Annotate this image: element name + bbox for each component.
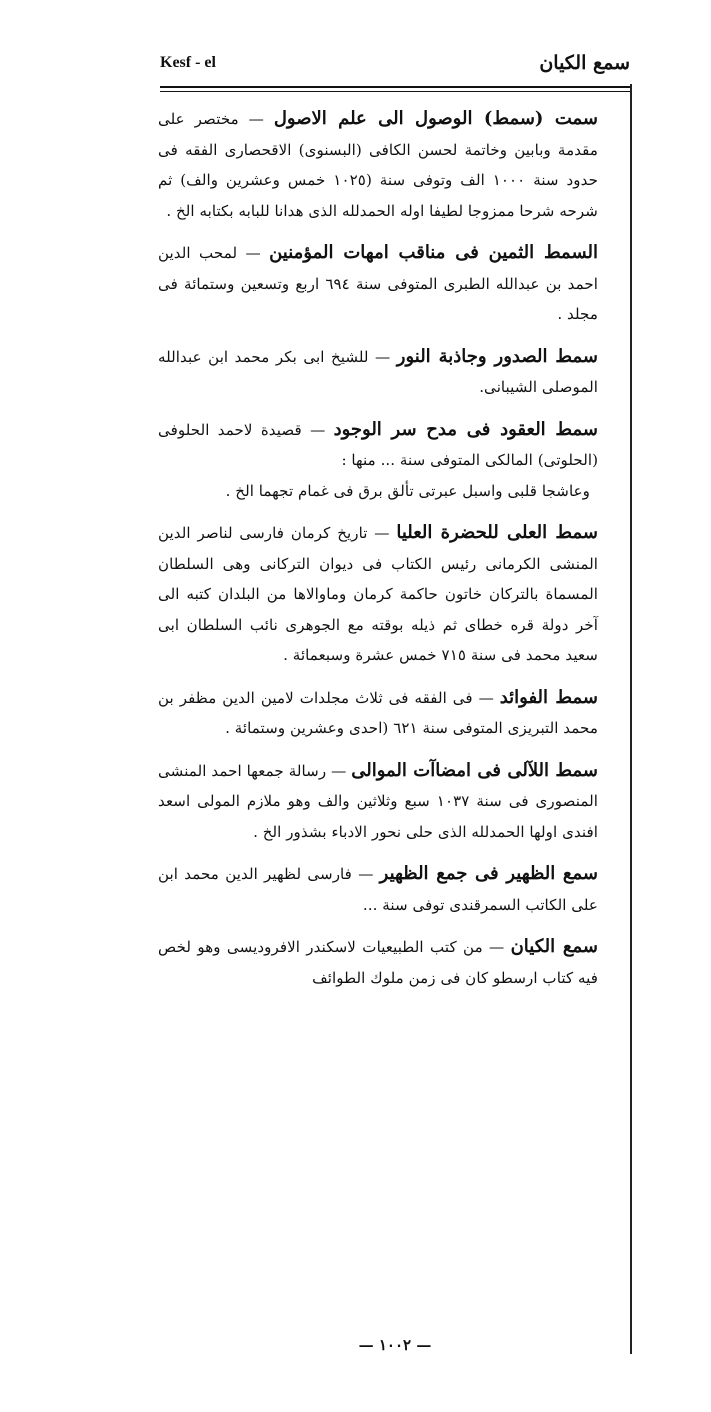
entry-heading: سمع الظهير فى جمع الظهير — [379, 863, 598, 884]
entry-text: — فى الفقه فى ثلاث مجلدات لامين الدين مظفر بن محمد التبريزى المتوفى سنة ٦٢١ (احدى وعشرين وستمائة . — [158, 688, 598, 737]
entry-text: — لمحب الدين احمد بن عبدالله الطبرى المتوفى سنة ٦٩٤ اربع وتسعين وستمائة فى مجلد . — [158, 244, 598, 323]
entry — [158, 683, 624, 744]
header-rule — [160, 86, 630, 88]
entry — [158, 238, 624, 330]
page-header — [160, 52, 630, 82]
entry-heading: سمط الصدور وجاذبة النور — [396, 345, 598, 367]
entry-text: — رسالة جمعها احمد المنشى المنصورى فى سنة ١٠٣٧ سبع وثلاثين والف وهو ملازم المولى اسعد افندى اولها الحمدلله الذى حلى نحور الادباء بشذور الخ . — [158, 761, 598, 841]
text-column — [158, 104, 624, 1005]
running-head-transliteration: Kesf - el — [160, 54, 216, 71]
entry-heading: سمع الكيان — [510, 936, 598, 957]
entry-text: — للشيخ ابى بكر محمد ابن عبدالله الموصلى الشيبانى. — [158, 347, 598, 396]
entry-text: — فارسى لظهير الدين محمد ابن على الكاتب السمرقندى توفى سنة ... — [158, 865, 598, 914]
header-rule-thin — [160, 91, 630, 92]
entry-heading: السمط الثمين فى مناقب امهات المؤمنين — [269, 242, 598, 263]
entry — [158, 415, 624, 507]
page-number: — ١٠٠٢ — — [358, 1336, 432, 1354]
entry-heading: سمط العقود فى مدح سر الوجود — [333, 418, 598, 440]
entry-text: — قصيدة لاحمد الحلوفى (الحلوتى) المالكى المتوفى سنة ... منها : — [158, 420, 598, 469]
entry-text: — مختصر على مقدمة وبابين وخاتمة لحسن الكافى (البسنوى) الاقحصارى الفقه فى حدود سنة ١٠٠٠ الف وتوفى سنة (١٠٢٥ خمس وعشرين والف) ثم شرحه شرحا ممزوجا لطيفا اوله الحمدلله الذى هدانا للبابه بكتابه الخ . — [158, 110, 598, 220]
entry-heading: سمط الفوائد — [499, 686, 598, 708]
entry — [158, 859, 624, 920]
running-head-title: سمع الكيان — [539, 52, 630, 74]
entry-heading: سمط اللآلى فى امضاآت الموالى — [351, 759, 598, 781]
entry — [158, 104, 624, 226]
poem-verse: وعاشجا قلبى واسبل عبرتى تألق برق فى غمام تجهما الخ . — [225, 481, 590, 500]
entry — [158, 932, 624, 993]
entry — [158, 518, 624, 671]
entry-text: — تاريخ كرمان فارسى لناصر الدين المنشى الكرمانى رئيس الكتاب فى ديوان التركانى وهى السلطان المسماة بالتركان خاتون حاكمة كرمان وماوالاها من البلدان كتبه الى آخر دولة قره خطاى ثم ذيله بوقته مع الجوهرى نائب السلطان ابى سعيد محمد فى سنة ٧١٥ خمس عشرة وسبعمائة . — [158, 524, 598, 664]
entry — [158, 756, 624, 848]
entry-text: — من كتب الطبيعيات لاسكندر الافروديسى وهو لخص فيه كتاب ارسطو كان فى زمن ملوك الطوائف — [158, 938, 598, 987]
entry-heading: سمط العلى للحضرة العليا — [396, 522, 598, 543]
column-rule — [630, 84, 632, 1354]
entry-heading: سمت (سمط) الوصول الى علم الاصول — [273, 108, 598, 129]
entry — [158, 342, 624, 403]
